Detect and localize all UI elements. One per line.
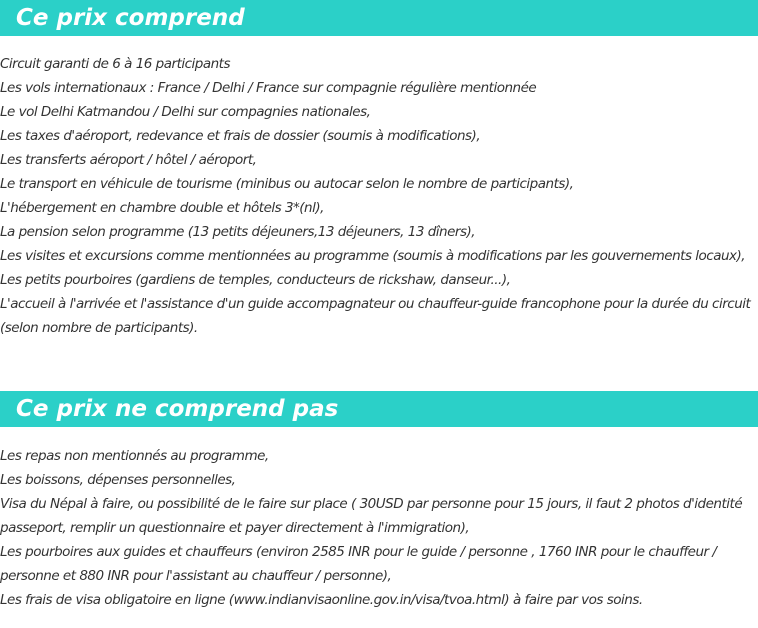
list-item: Les taxes d'aéroport, redevance et frais de dossier (soumis à modifications),: [0, 128, 481, 144]
list-item: Les repas non mentionnés au programme,: [0, 448, 269, 464]
list-item: Les petits pourboires (gardiens de temples, conducteurs de rickshaw, danseur...),: [0, 272, 511, 288]
list-item: Le vol Delhi Katmandou / Delhi sur compagnies nationales,: [0, 104, 371, 120]
list-item: Visa du Népal à faire, ou possibilité de le faire sur place ( 30USD par personne pour 15 jours, il faut 2 photos d'identité passeport, remplir un questionnaire et payer directement à l'immigration),: [0, 496, 743, 536]
price-includes-heading: Ce prix comprend: [0, 0, 758, 36]
list-item: Le transport en véhicule de tourisme (minibus ou autocar selon le nombre de participants),: [0, 176, 574, 192]
price-excludes-section: [0, 391, 758, 612]
list-item: Les visites et excursions comme mentionnées au programme (soumis à modifications par les gouvernements locaux),: [0, 248, 746, 264]
list-item: Les frais de visa obligatoire en ligne (www.indianvisaonline.gov.in/visa/tvoa.html) à faire par vos soins.: [0, 592, 643, 608]
list-item: Circuit garanti de 6 à 16 participants: [0, 56, 231, 72]
list-item: Les pourboires aux guides et chauffeurs (environ 2585 INR pour le guide / personne , 1760 INR pour le chauffeur / personne et 880 INR pour l'assistant au chauffeur / personne),: [0, 544, 717, 584]
price-excludes-list: [0, 444, 758, 612]
price-includes-list: [0, 52, 758, 340]
list-item: Les boissons, dépenses personnelles,: [0, 472, 236, 488]
price-excludes-heading: Ce prix ne comprend pas: [0, 391, 758, 427]
list-item: L'accueil à l'arrivée et l'assistance d'un guide accompagnateur ou chauffeur-guide francophone pour la durée du circuit (selon nombre de participants).: [0, 296, 751, 336]
list-item: Les transferts aéroport / hôtel / aéroport,: [0, 152, 257, 168]
list-item: L'hébergement en chambre double et hôtels 3*(nl),: [0, 200, 324, 216]
list-item: La pension selon programme (13 petits déjeuners,13 déjeuners, 13 dîners),: [0, 224, 476, 240]
list-item: Les vols internationaux : France / Delhi / France sur compagnie régulière mentionnée: [0, 80, 537, 96]
